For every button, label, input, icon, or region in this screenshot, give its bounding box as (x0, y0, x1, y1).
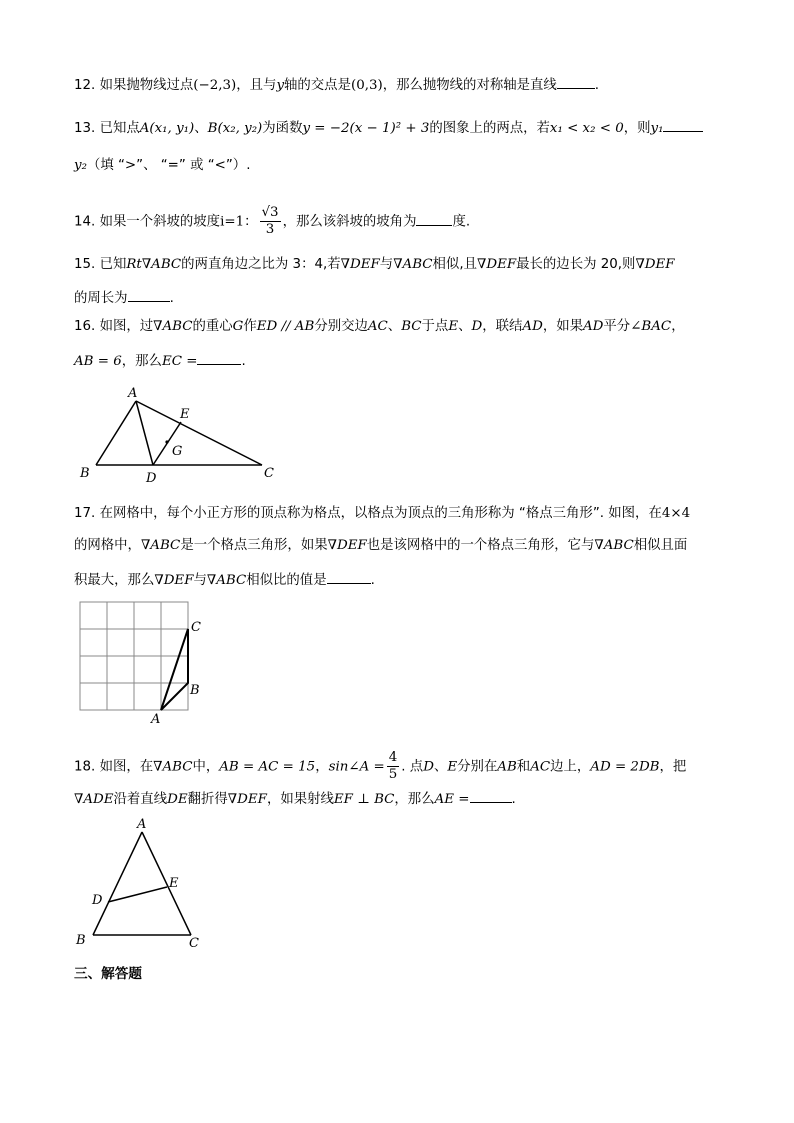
answer-blank-13[interactable] (663, 117, 703, 132)
label-b: B (76, 933, 86, 948)
figure-17-grid (72, 596, 212, 726)
segment-ac (136, 401, 262, 465)
segment-ab (93, 832, 142, 935)
label-a: A (151, 712, 161, 726)
label-e: E (169, 876, 179, 891)
question-13-cont: y₂（填 “>”、 “=” 或 “<”）. (74, 158, 251, 173)
label-b: B (190, 683, 200, 698)
answer-blank-18[interactable] (470, 788, 512, 803)
figure-18-triangle (72, 813, 212, 953)
fraction-4-over-5: $\frac{4}{5}$ (388, 750, 398, 782)
question-15-cont: 的周长为 . (74, 287, 174, 308)
segment-ab (96, 401, 136, 465)
segment-ac (142, 832, 191, 935)
label-a: A (137, 817, 147, 832)
label-d: D (146, 471, 157, 485)
question-14: 14. 如果一个斜坡的坡度i=1： $\frac{√3}{3}$ ，那么该斜坡的坡角为 度. (74, 205, 471, 237)
segment-ad (136, 401, 153, 465)
question-13: 13. 已知点A(x₁, y₁)、B(x₂, y₂)为函数y = −2(x − 1)² + 3的图象上的两点，若x₁ < x₂ < 0，则y₁ (74, 117, 703, 138)
figure-16-triangle (74, 380, 284, 485)
label-c: C (264, 466, 274, 481)
question-12: 12. 如果抛物线过点(−2,3)，且与y轴的交点是(0,3)，那么抛物线的对称轴是直线 . (74, 74, 599, 95)
fraction-sqrt3-over-3: $\frac{√3}{3}$ (261, 205, 279, 237)
question-16: 16. 如图，过∇ABC的重心G作ED // AB分别交边AC、BC于点E、D，联结AD，如果AD平分∠BAC， (74, 319, 685, 334)
label-g: G (172, 444, 183, 459)
label-d: D (92, 893, 103, 908)
section-heading: 三、解答题 (74, 966, 142, 982)
question-17-cont2: 积最大，那么∇DEF与∇ABC相似比的值是 . (74, 569, 375, 590)
label-b: B (80, 466, 90, 481)
segment-de (108, 887, 167, 902)
label-e: E (180, 407, 190, 422)
grid-lines (80, 602, 188, 710)
question-17: 17. 在网格中，每个小正方形的顶点称为格点，以格点为顶点的三角形称为 “格点三角形”. 如图，在4×4 (74, 506, 691, 521)
triangle-abc (161, 629, 188, 710)
question-18-cont: ∇ADE沿着直线DE翻折得∇DEF，如果射线EF ⊥ BC，那么AE = . (74, 788, 516, 809)
answer-blank-12[interactable] (557, 74, 595, 89)
question-18: 18. 如图，在∇ABC中，AB = AC = 15，sin∠A = $\frac{4}{5}$ . 点D、E分别在AB和AC边上，AD = 2DB，把 (74, 750, 687, 782)
question-16-cont: AB = 6，那么EC = . (74, 350, 246, 371)
centroid-point (165, 440, 168, 443)
answer-blank-14[interactable] (416, 211, 452, 226)
question-15: 15. 已知Rt∇ABC的两直角边之比为 3：4,若∇DEF与∇ABC相似,且∇DEF最长的边长为 20,则∇DEF (74, 257, 675, 272)
label-c: C (189, 936, 199, 951)
label-c: C (191, 620, 201, 635)
question-17-cont: 的网格中，∇ABC是一个格点三角形，如果∇DEF也是该网格中的一个格点三角形，它与∇ABC相似且面 (74, 538, 688, 553)
answer-blank-16[interactable] (197, 350, 241, 365)
label-a: A (128, 386, 138, 401)
answer-blank-15[interactable] (128, 287, 170, 302)
answer-blank-17[interactable] (327, 569, 371, 584)
